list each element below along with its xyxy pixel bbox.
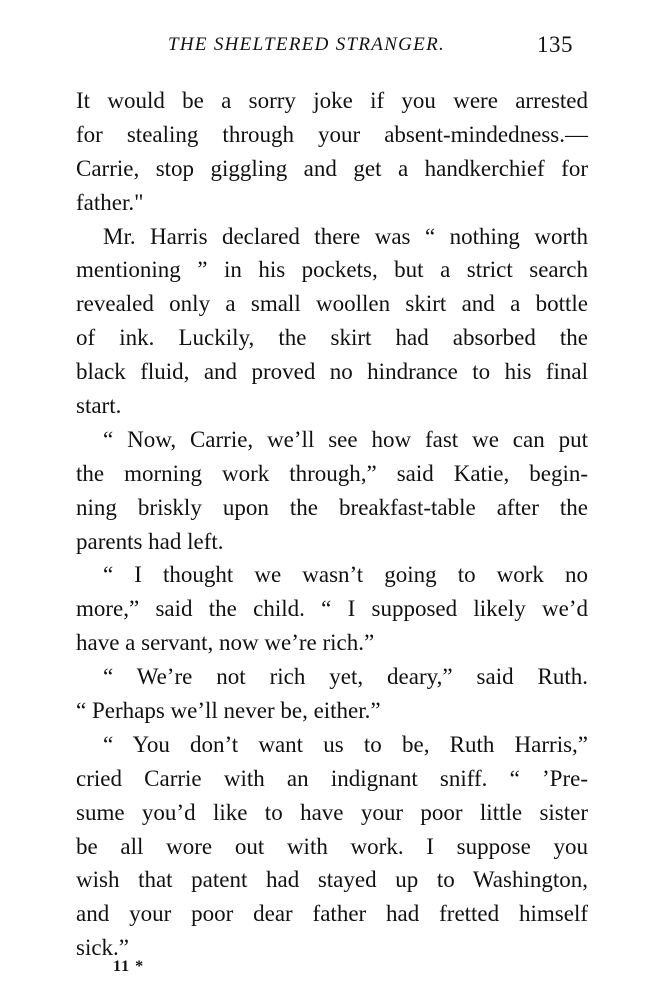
text-line: mentioning ” in his pockets, but a strict search: [76, 257, 588, 283]
running-title: THE SHELTERED STRANGER.: [168, 34, 446, 55]
text-line: “ I thought we wasn’t going to work no: [103, 562, 588, 588]
text-line: Carrie, stop giggling and get a handkerchief for: [76, 155, 588, 181]
text-line: Mr. Harris declared there was “ nothing worth: [103, 223, 588, 249]
text-line: sume you’d like to have your poor little sister: [76, 799, 588, 825]
text-line: black fluid, and proved no hindrance to his final: [76, 359, 588, 385]
text-line: for stealing through your absent-mindedness.—: [76, 121, 588, 147]
text-line: of ink. Luckily, the skirt had absorbed the: [76, 325, 588, 351]
text-line: “ You don’t want us to be, Ruth Harris,”: [103, 731, 588, 757]
text-line: sick.”: [76, 935, 130, 961]
text-line: and your poor dear father had fretted himself: [76, 901, 588, 927]
text-line: revealed only a small woollen skirt and a bottle: [76, 291, 588, 317]
text-line: It would be a sorry joke if you were arrested: [76, 88, 588, 113]
text-line: “ Perhaps we’ll never be, either.”: [76, 698, 381, 724]
signature-mark: 11 *: [113, 958, 145, 975]
text-line: ning briskly upon the breakfast-table after the: [76, 494, 588, 520]
text-line: have a servant, now we’re rich.”: [76, 630, 375, 656]
text-line: father.": [76, 189, 144, 215]
text-line: the morning work through,” said Katie, begin-: [76, 460, 588, 486]
text-line: “ We’re not rich yet, deary,” said Ruth.: [103, 664, 588, 690]
text-line: be all wore out with work. I suppose you: [76, 833, 588, 859]
text-line: more,” said the child. “ I supposed likely we’d: [76, 596, 588, 622]
text-line: parents had left.: [76, 528, 224, 554]
text-line: wish that patent had stayed up to Washington,: [76, 867, 588, 893]
page-number: 135: [537, 32, 573, 57]
text-line: cried Carrie with an indignant sniff. “ ’Pre-: [76, 765, 588, 791]
running-head: [0, 34, 667, 64]
text-line: “ Now, Carrie, we’ll see how fast we can put: [103, 426, 588, 452]
text-line: start.: [76, 393, 122, 419]
body-text: [76, 84, 588, 965]
